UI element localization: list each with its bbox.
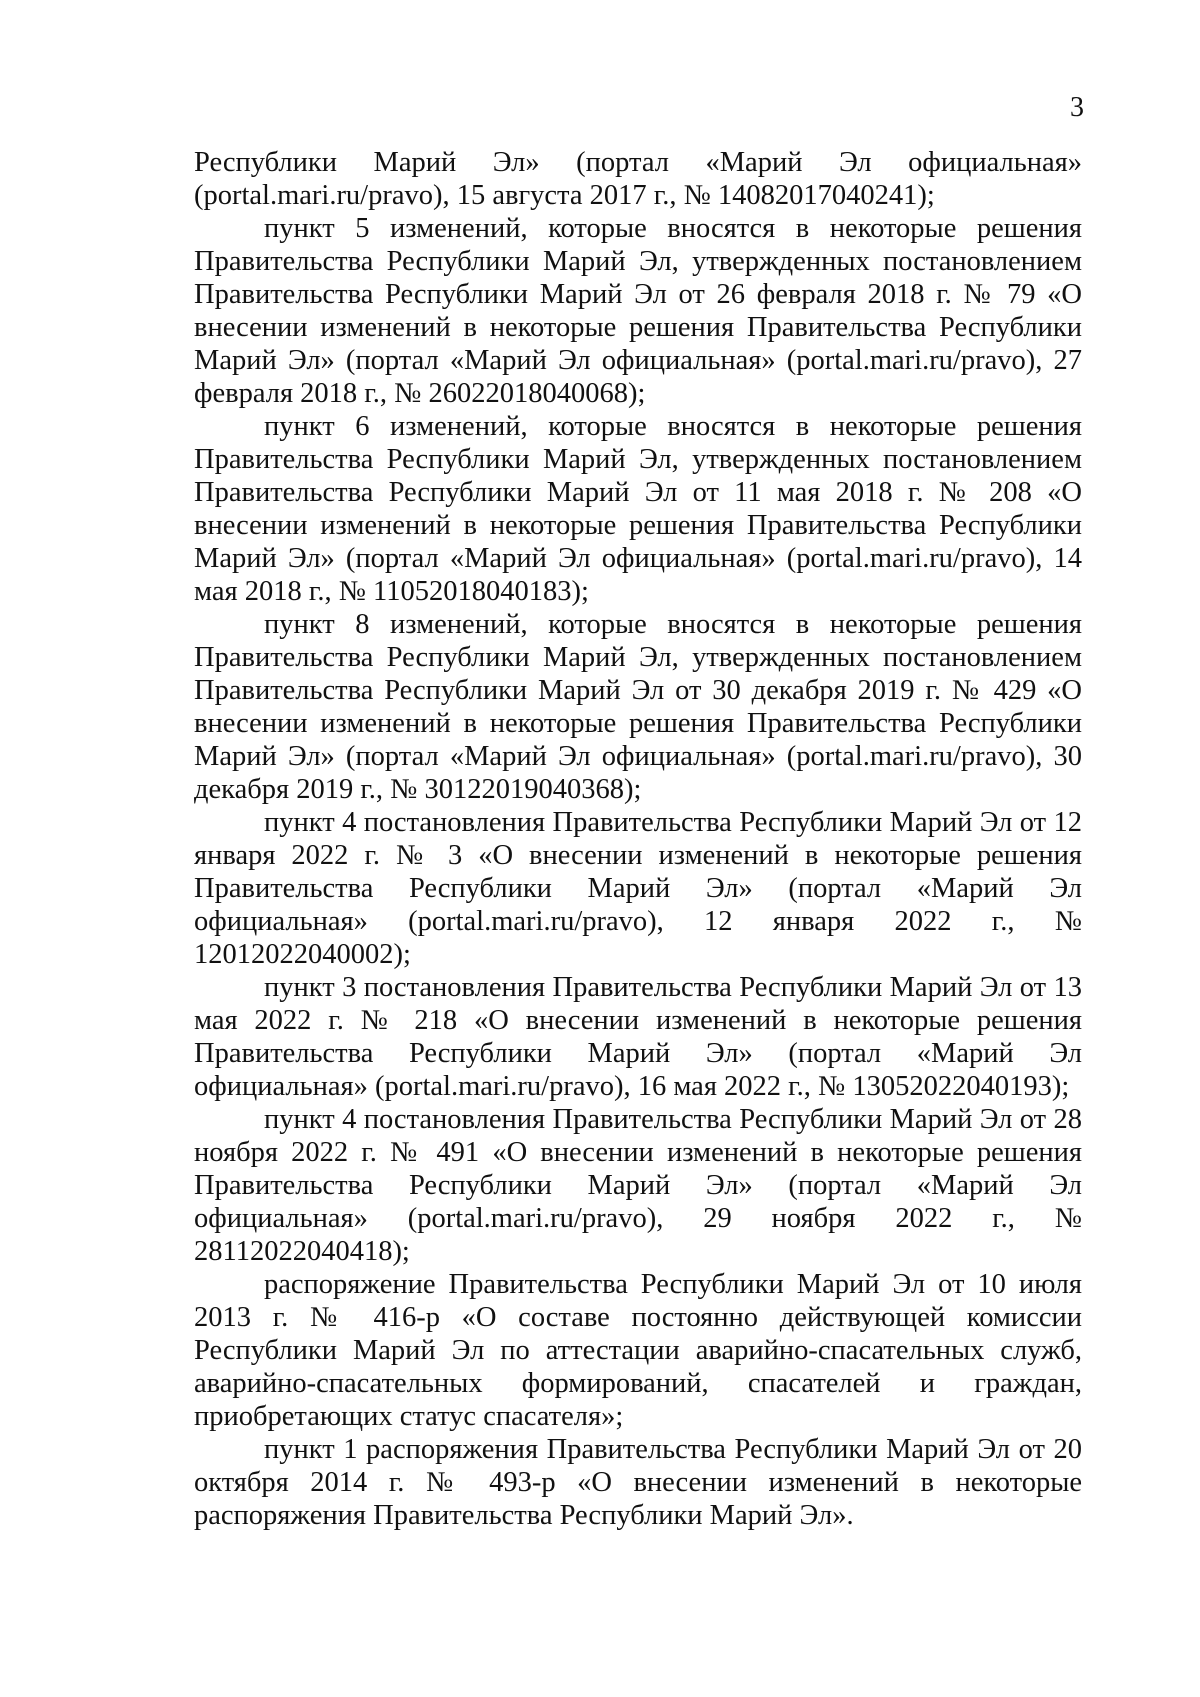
paragraph: распоряжение Правительства Республики Марий Эл от 10 июля 2013 г. № 416-р «О составе постоянно действующей комиссии Республики Марий Эл по аттестации аварийно-спасательных служб, аварийно-спасательных формирований, спасателей и граждан, приобретающих статус спасателя»; xyxy=(194,1269,1082,1432)
paragraph: пункт 4 постановления Правительства Республики Марий Эл от 28 ноября 2022 г. № 491 «О внесении изменений в некоторые решения Правительства Республики Марий Эл» (портал «Марий Эл официальная» (portal.mari.ru/pravo), 29 ноября 2022 г., № 28112022040418); xyxy=(194,1104,1082,1267)
paragraph: пункт 1 распоряжения Правительства Республики Марий Эл от 20 октября 2014 г. № 493-р «О внесении изменений в некоторые распоряжения Правительства Республики Марий Эл». xyxy=(194,1434,1082,1531)
paragraph: пункт 6 изменений, которые вносятся в некоторые решения Правительства Республики Марий Эл, утвержденных постановлением Правительства Республики Марий Эл от 11 мая 2018 г. № 208 «О внесении изменений в некоторые решения Правительства Республики Марий Эл» (портал «Марий Эл официальная» (portal.mari.ru/pravo), 14 мая 2018 г., № 11052018040183); xyxy=(194,411,1082,607)
paragraph: пункт 8 изменений, которые вносятся в некоторые решения Правительства Республики Марий Эл, утвержденных постановлением Правительства Республики Марий Эл от 30 декабря 2019 г. № 429 «О внесении изменений в некоторые решения Правительства Республики Марий Эл» (портал «Марий Эл официальная» (portal.mari.ru/pravo), 30 декабря 2019 г., № 30122019040368); xyxy=(194,609,1082,805)
paragraph: пункт 5 изменений, которые вносятся в некоторые решения Правительства Республики Марий Эл, утвержденных постановлением Правительства Республики Марий Эл от 26 февраля 2018 г. № 79 «О внесении изменений в некоторые решения Правительства Республики Марий Эл» (портал «Марий Эл официальная» (portal.mari.ru/pravo), 27 февраля 2018 г., № 26022018040068); xyxy=(194,213,1082,409)
document-body xyxy=(194,146,1082,1532)
paragraph: Республики Марий Эл» (портал «Марий Эл официальная» (portal.mari.ru/pravo), 15 августа 2017 г., № 14082017040241); xyxy=(194,147,1082,211)
paragraph: пункт 3 постановления Правительства Республики Марий Эл от 13 мая 2022 г. № 218 «О внесении изменений в некоторые решения Правительства Республики Марий Эл» (портал «Марий Эл официальная» (portal.mari.ru/pravo), 16 мая 2022 г., № 13052022040193); xyxy=(194,972,1082,1102)
page-number: 3 xyxy=(1070,92,1084,123)
paragraph: пункт 4 постановления Правительства Республики Марий Эл от 12 января 2022 г. № 3 «О внесении изменений в некоторые решения Правительства Республики Марий Эл» (портал «Марий Эл официальная» (portal.mari.ru/pravo), 12 января 2022 г., № 12012022040002); xyxy=(194,807,1082,970)
